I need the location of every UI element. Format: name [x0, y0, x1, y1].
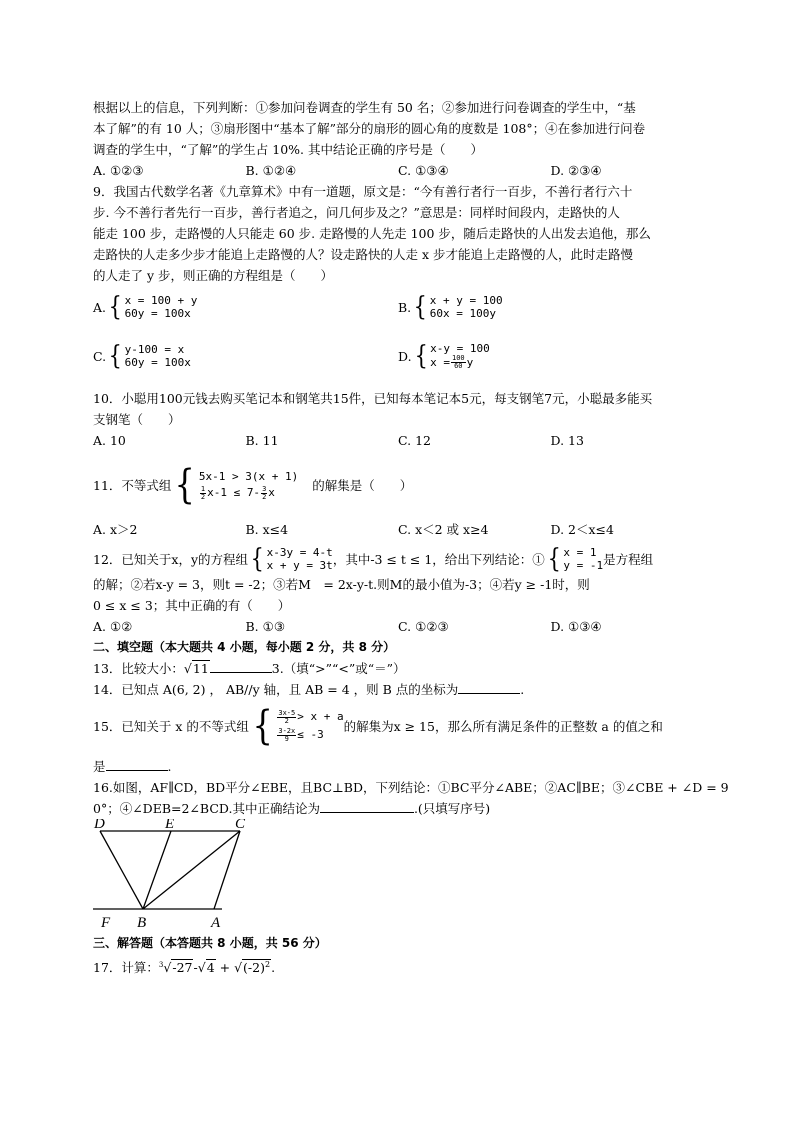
option-d: D. ②③④ [550, 163, 602, 178]
option-label: A. [93, 299, 107, 315]
option-b: B. ①③ [245, 619, 286, 634]
text-line: 16.如图，AF∥CD，BD平分∠EBE，且BC⊥BD，下列结论：①BC平分∠ABE；②AC∥BE；③∠CBE + ∠D = 9 [93, 780, 729, 795]
question-8 [93, 97, 703, 181]
option-c: C. x＜2 或 x≥4 [398, 522, 489, 537]
equation: y = -1 [563, 559, 604, 572]
question-prefix: 13．比较大小： [93, 661, 184, 676]
options-row [93, 616, 703, 637]
text-line: 步. 今不善行者先行一百步，善行者追之，问几何步及之？”意思是：同样时间段内，走路快的人 [93, 205, 620, 220]
question-suffix: .(只填写序号) [413, 801, 491, 816]
option-b: B. 11 [245, 433, 279, 448]
brace: { [252, 703, 273, 749]
question-prefix: 15．已知关于 x 的不等式组 [93, 718, 249, 734]
option-c: C. ①②③ [398, 619, 449, 634]
equation-system [125, 343, 191, 369]
denominator: 60 [454, 362, 463, 370]
text-line [93, 700, 703, 752]
equation: 60x = 100y [429, 307, 496, 320]
equation: 60y = 100x [124, 356, 191, 369]
question-text: 0°；④∠DEB=2∠BCD.其中正确结论为 [93, 801, 320, 816]
label-f: F [101, 915, 111, 931]
radicand-base: (-2) [243, 960, 265, 976]
radicand: 11 [192, 661, 209, 676]
exam-page [93, 97, 729, 978]
numerator: 1 [200, 484, 206, 493]
line-db [100, 831, 143, 909]
denominator: 9 [284, 734, 289, 743]
option-c [93, 338, 398, 374]
text-line: 调查的学生中，“了解”的学生占 10%. 其中结论正确的序号是（ ） [93, 142, 483, 157]
answer-blank[interactable] [106, 770, 168, 771]
sqrt-icon: √ [234, 960, 243, 976]
equation: x-y = 100 [430, 342, 490, 355]
label-b: B [137, 915, 147, 931]
question-15 [93, 700, 703, 777]
brace: { [547, 544, 561, 574]
brace: { [174, 462, 196, 508]
question-text: ，其中-3 ≤ t ≤ 1，给出下列结论：① [332, 551, 545, 567]
equation-system [125, 294, 198, 320]
operator: - [193, 960, 198, 976]
text-line [93, 463, 703, 507]
question-14 [93, 679, 703, 700]
label-c: C [235, 819, 246, 832]
options-row [93, 160, 703, 181]
brace: { [108, 341, 122, 371]
question-text: 是方程组 [603, 551, 654, 567]
option-b [398, 290, 703, 324]
equation-system [430, 294, 503, 320]
question-9 [93, 181, 703, 374]
inequality-system [276, 708, 343, 744]
numerator: 3-2x [278, 726, 296, 735]
option-a: A. x＞2 [93, 522, 138, 537]
options-row [93, 430, 703, 451]
text-line [93, 798, 703, 819]
inequality [199, 485, 298, 501]
equation: x = 1 [563, 546, 597, 559]
question-12 [93, 544, 703, 637]
radicand [242, 959, 271, 975]
inequality-part: x-1 ≤ 7- [207, 486, 261, 499]
brace: { [413, 292, 428, 322]
section-heading: 二、填空题（本大题共 4 小题，每小题 2 分，共 8 分） [93, 640, 396, 654]
option-label: D. [398, 348, 412, 364]
question-13 [93, 658, 703, 679]
inequality [276, 726, 343, 744]
operator: + [215, 960, 235, 976]
text-line: 能走 100 步，走路慢的人只能走 60 步. 走路慢的人先走 100 步，随后走路快的人出发去追他，那么 [93, 226, 651, 241]
question-suffix: 的解集为x ≥ 15，那么所有满足条件的正整数 a 的值之和 [343, 718, 663, 734]
question-text: 是 [93, 759, 106, 774]
equation: x = 100 + y [124, 294, 198, 307]
equation-part: x = [430, 356, 450, 369]
option-d [398, 338, 703, 374]
inequality-part: x [268, 486, 275, 499]
text-line [93, 756, 703, 777]
equation-system [563, 546, 603, 572]
option-b: B. ①②④ [245, 163, 297, 178]
question-prefix: 11．不等式组 [93, 477, 172, 493]
option-a: A. 10 [93, 433, 126, 448]
question-text: 14．已知点 A(6, 2) ， AB//y 轴，且 AB = 4 ，则 B 点的坐标为 [93, 682, 459, 697]
equation [430, 355, 490, 370]
equation-system [430, 342, 490, 370]
denominator: 2 [262, 492, 267, 501]
equation: x + y = 100 [429, 294, 503, 307]
label-a: A [211, 915, 221, 931]
options-row [93, 519, 703, 540]
option-label: B. [398, 299, 412, 315]
numerator: 3 [262, 484, 267, 493]
fraction [277, 710, 296, 725]
root-index: 3 [158, 961, 164, 969]
equation: x-3y = 4-t [266, 546, 333, 559]
fraction [451, 355, 466, 370]
question-11 [93, 463, 703, 540]
text-line [93, 544, 703, 574]
question-suffix: . [520, 682, 525, 697]
figure-container [93, 819, 703, 933]
equation: y-100 = x [124, 343, 185, 356]
text-line: 支钢笔（ ） [93, 412, 181, 427]
numerator: 3x-5 [278, 708, 296, 717]
brace: { [250, 544, 264, 574]
sqrt-icon: √ [183, 661, 192, 676]
answer-blank[interactable] [210, 672, 272, 673]
option-c: C. 12 [398, 433, 431, 448]
inequality [276, 708, 343, 726]
options-row [93, 290, 703, 324]
label-e: E [165, 819, 175, 832]
text-line: 根据以上的信息，下列判断：①参加问卷调查的学生有 50 名；②参加进行问卷调查的学生中，“基 [93, 100, 636, 115]
section-heading: 三、解答题（本答题共 8 小题，共 56 分） [93, 936, 327, 950]
question-suffix: 3.（填“>”“<”或“＝”） [271, 661, 406, 676]
exponent: 2 [264, 960, 271, 969]
text-line: 走路快的人走多少步才能追上走路慢的人？设走路快的人走 x 步才能追上走路慢的人，此时走路慢 [93, 247, 633, 262]
radicand: -27 [172, 960, 193, 976]
question-suffix: . [271, 960, 276, 976]
text-line: 0 ≤ x ≤ 3；其中正确的有（ ） [93, 598, 291, 613]
options-row [93, 338, 703, 374]
answer-blank[interactable] [320, 812, 414, 813]
fraction [261, 486, 267, 501]
option-a: A. ①②③ [93, 163, 144, 178]
label-d: D [94, 819, 105, 832]
question-17 [93, 954, 703, 978]
sqrt-icon: √ [197, 960, 206, 976]
option-b: B. x≤4 [245, 522, 289, 537]
brace: { [108, 292, 122, 322]
question-10 [93, 388, 703, 451]
inequality-part: ≤ -3 [297, 728, 324, 741]
inequality-system [199, 469, 298, 501]
equation: x + y = 3t [266, 559, 333, 572]
text-line: 的解；②若x-y = 3，则t = -2；③若M = 2x-y-t.则M的最小值为-3；④若y ≥ -1时，则 [93, 577, 590, 592]
inequality: 5x-1 > 3(x + 1) [198, 470, 299, 483]
question-prefix: 17．计算： [93, 960, 159, 976]
text-line: 的人走了 y 步，则正确的方程组是（ ） [93, 268, 334, 283]
fraction [200, 486, 206, 501]
option-d: D. ①③④ [550, 619, 602, 634]
question-suffix: . [167, 759, 172, 774]
brace: { [414, 341, 428, 371]
option-a: A. ①② [93, 619, 133, 634]
numerator: 100 [451, 354, 465, 362]
text-line: 本了解”的有 10 人；③扇形图中“基本了解”部分的扇形的圆心角的度数是 108°；④在参加进行问卷 [93, 121, 646, 136]
fraction [277, 728, 296, 743]
equation-system [267, 546, 333, 572]
denominator: 2 [200, 492, 206, 501]
option-d: D. 13 [550, 433, 584, 448]
option-d: D. 2＜x≤4 [550, 522, 614, 537]
question-suffix: 的解集是（ ） [312, 477, 413, 493]
sqrt-icon: √ [163, 960, 172, 976]
geometry-figure [93, 819, 253, 934]
line-ca [214, 831, 240, 909]
question-16 [93, 777, 729, 933]
question-prefix: 12．已知关于x，y的方程组 [93, 551, 249, 567]
equation-part: y [466, 356, 474, 369]
option-a [93, 290, 398, 324]
answer-blank[interactable] [458, 693, 520, 694]
radicand: 4 [206, 960, 215, 976]
option-label: C. [93, 348, 107, 364]
option-c: C. ①③④ [398, 163, 449, 178]
text-line: 10．小聪用100元钱去购买笔记本和钢笔共15件，已知每本笔记本5元，每支钢笔7元，小聪最多能买 [93, 391, 653, 406]
denominator: 2 [284, 716, 289, 725]
inequality-part: > x + a [297, 710, 344, 723]
text-line: 9．我国古代数学名著《九章算术》中有一道题，原文是：“今有善行者行一百步，不善行者行六十 [93, 184, 633, 199]
equation: 60y = 100x [124, 307, 191, 320]
